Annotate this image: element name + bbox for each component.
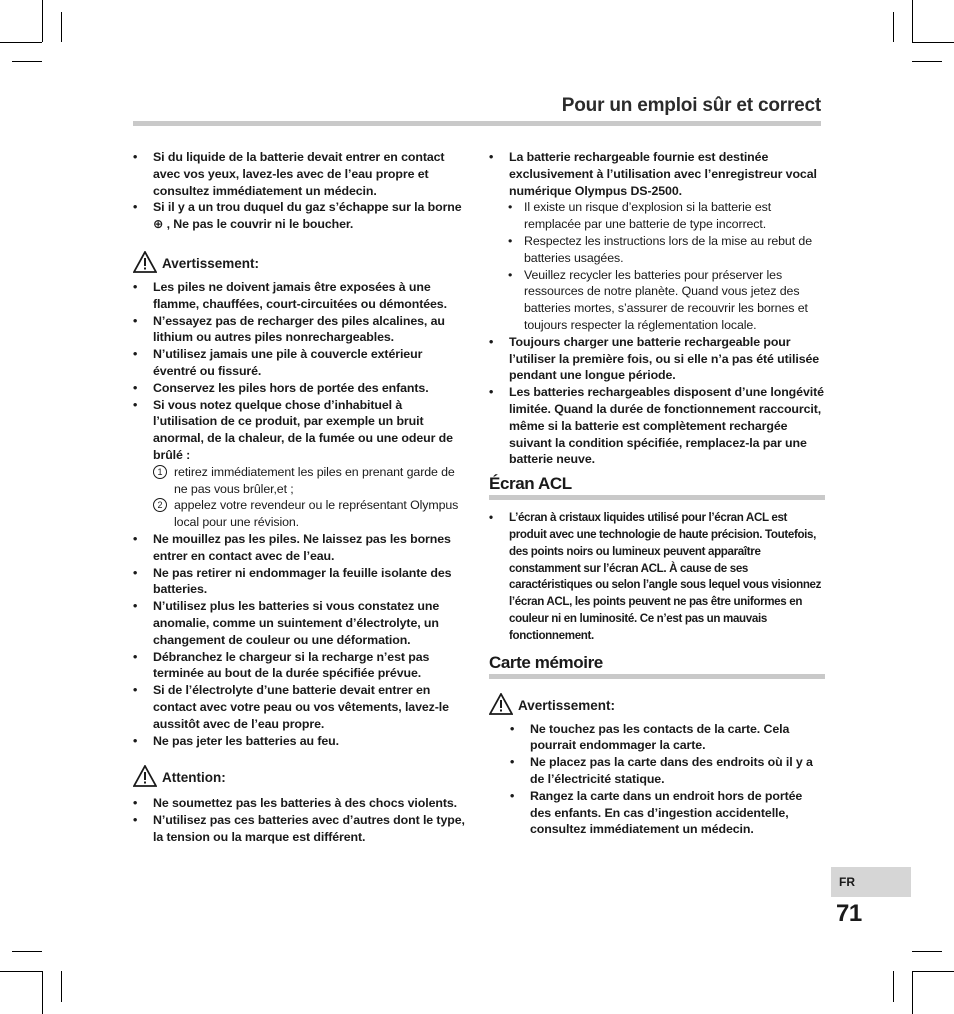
- page-number: 71: [836, 900, 862, 927]
- list-item: • Si du liquide de la batterie devait entrer en contact avec vos yeux, lavez-les avec de l’eau propre et consultez immédiatement un médecin.: [133, 149, 468, 199]
- list-item: • N’utilisez plus les batteries si vous constatez une anomalie, comme un suintement d’électrolyte, un changement de couleur ou une déformation.: [133, 598, 468, 648]
- card-warning-list: [489, 721, 825, 839]
- step-text: retirez immédiatement les piles en prenant garde de ne pas vous brûler,et ;: [174, 464, 455, 496]
- list-item: • Ne pas retirer ni endommager la feuille isolante des batteries.: [133, 565, 468, 599]
- crop-mark: [893, 12, 894, 42]
- list-item: • Ne placez pas la carte dans des endroits où il y a de l’électricité statique.: [510, 754, 825, 788]
- list-item: • Si vous notez quelque chose d’inhabituel à l’utilisation de ce produit, par exemple un bruit anormal, de la chaleur, de la fumée ou une odeur de brûlé :: [133, 397, 468, 464]
- warning-heading: [133, 251, 468, 276]
- crop-mark: [0, 42, 42, 43]
- list-item: • Si il y a un trou duquel du gaz s’échappe sur la borne ⊕ , Ne pas le couvrir ni le boucher.: [133, 199, 468, 233]
- right-column: [489, 149, 825, 838]
- attention-list: [133, 795, 468, 845]
- crop-mark: [912, 971, 913, 1014]
- warning-list: [133, 279, 468, 749]
- section-title: Carte mémoire: [489, 652, 603, 672]
- step-number: 1: [153, 465, 167, 479]
- warning-label: Avertissement:: [518, 697, 616, 713]
- warning-label: Avertissement:: [162, 255, 260, 271]
- left-column: [133, 149, 468, 846]
- language-badge: FR: [831, 867, 911, 897]
- section-title: Écran ACL: [489, 474, 572, 494]
- list-item: • Rangez la carte dans un endroit hors de portée des enfants. En cas d’ingestion accidentelle, consultez immédiatement un médecin.: [510, 788, 825, 838]
- section-rule: [489, 495, 825, 500]
- crop-mark: [12, 61, 42, 62]
- crop-mark: [42, 971, 43, 1014]
- battery-list: [489, 149, 825, 468]
- list-item: • N’utilisez pas ces batteries avec d’autres dont le type, la tension ou la marque est différent.: [133, 812, 468, 846]
- crop-mark: [912, 971, 954, 972]
- numbered-step: [133, 497, 468, 531]
- lcd-list: [489, 510, 825, 644]
- crop-mark: [912, 42, 954, 43]
- list-item: • Les batteries rechargeables disposent d’une longévité limitée. Quand la durée de fonctionnement raccourcit, même si la batterie est complètement rechargée suivant la condition spécifiée, remplacez-la par une batterie neuve.: [489, 384, 825, 468]
- crop-mark: [12, 951, 42, 952]
- list-item: • La batterie rechargeable fournie est destinée exclusivement à l’utilisation avec l’enregistreur vocal numérique Olympus DS-2500.: [489, 149, 825, 199]
- section-rule: [489, 674, 825, 679]
- memory-card-section: [489, 653, 825, 839]
- list-item: • Toujours charger une batterie rechargeable pour l’utiliser la première fois, ou si elle n’a pas été utilisée pendant une longue période.: [489, 334, 825, 384]
- numbered-step: [133, 464, 468, 498]
- crop-mark: [0, 971, 42, 972]
- lcd-section: [489, 474, 825, 644]
- page-header-title: Pour un emploi sûr et correct: [561, 95, 821, 116]
- intro-list: [133, 149, 468, 233]
- crop-mark: [912, 951, 942, 952]
- list-item: • Débranchez le chargeur si la recharge n’est pas terminée au bout de la durée spécifiée prévue.: [133, 649, 468, 683]
- attention-heading: [133, 765, 468, 790]
- list-item: • Les piles ne doivent jamais être exposées à une flamme, chauffées, court-circuitées ou démontées.: [133, 279, 468, 313]
- list-item: • Ne mouillez pas les piles. Ne laissez pas les bornes entrer en contact avec de l’eau.: [133, 531, 468, 565]
- list-item: • N’essayez pas de recharger des piles alcalines, au lithium ou autres piles nonrechargeables.: [133, 313, 468, 347]
- step-number: 2: [153, 498, 167, 512]
- attention-label: Attention:: [162, 770, 226, 786]
- sub-list-item: • Il existe un risque d’explosion si la batterie est remplacée par une batterie de type incorrect.: [489, 199, 825, 233]
- sub-list-item: • Veuillez recycler les batteries pour préserver les ressources de notre planète. Quand vous jetez des batteries mortes, s’assurer de recouvrir les bornes et toujours respecter la réglementation locale.: [489, 267, 825, 334]
- sub-list-item: • Respectez les instructions lors de la mise au rebut de batteries usagées.: [489, 233, 825, 267]
- crop-mark: [61, 971, 62, 1002]
- warning-triangle-icon: [489, 693, 513, 718]
- list-item: • L’écran à cristaux liquides utilisé pour l’écran ACL est produit avec une technologie de haute précision. Toutefois, des points noirs ou lumineux peuvent apparaître constamment sur l’écran ACL. À cause de ses caractéristiques ou selon l’angle sous lequel vous visionnez l’écran ACL, les points peuvent ne pas être uniformes en couleur ni en luminosité. Ce n’est pas un mauvais fonctionnement.: [489, 510, 825, 644]
- warning-triangle-icon: [133, 251, 157, 276]
- crop-mark: [893, 971, 894, 1002]
- crop-mark: [42, 0, 43, 42]
- step-text: appelez votre revendeur ou le représentant Olympus local pour une révision.: [174, 498, 459, 530]
- list-item: • Ne soumettez pas les batteries à des chocs violents.: [133, 795, 468, 812]
- crop-mark: [912, 61, 942, 62]
- list-item: • Ne touchez pas les contacts de la carte. Cela pourrait endommager la carte.: [510, 721, 825, 755]
- crop-mark: [61, 12, 62, 42]
- warning-heading: [489, 693, 825, 718]
- list-item: • Ne pas jeter les batteries au feu.: [133, 733, 468, 750]
- header-rule: [133, 121, 821, 126]
- list-item: • N’utilisez jamais une pile à couvercle extérieur éventré ou fissuré.: [133, 346, 468, 380]
- list-item: • Conservez les piles hors de portée des enfants.: [133, 380, 468, 397]
- warning-triangle-icon: [133, 765, 157, 790]
- list-item: • Si de l’électrolyte d’une batterie devait entrer en contact avec votre peau ou vos vêtements, lavez-le aussitôt avec de l’eau propre.: [133, 682, 468, 732]
- crop-mark: [912, 0, 913, 42]
